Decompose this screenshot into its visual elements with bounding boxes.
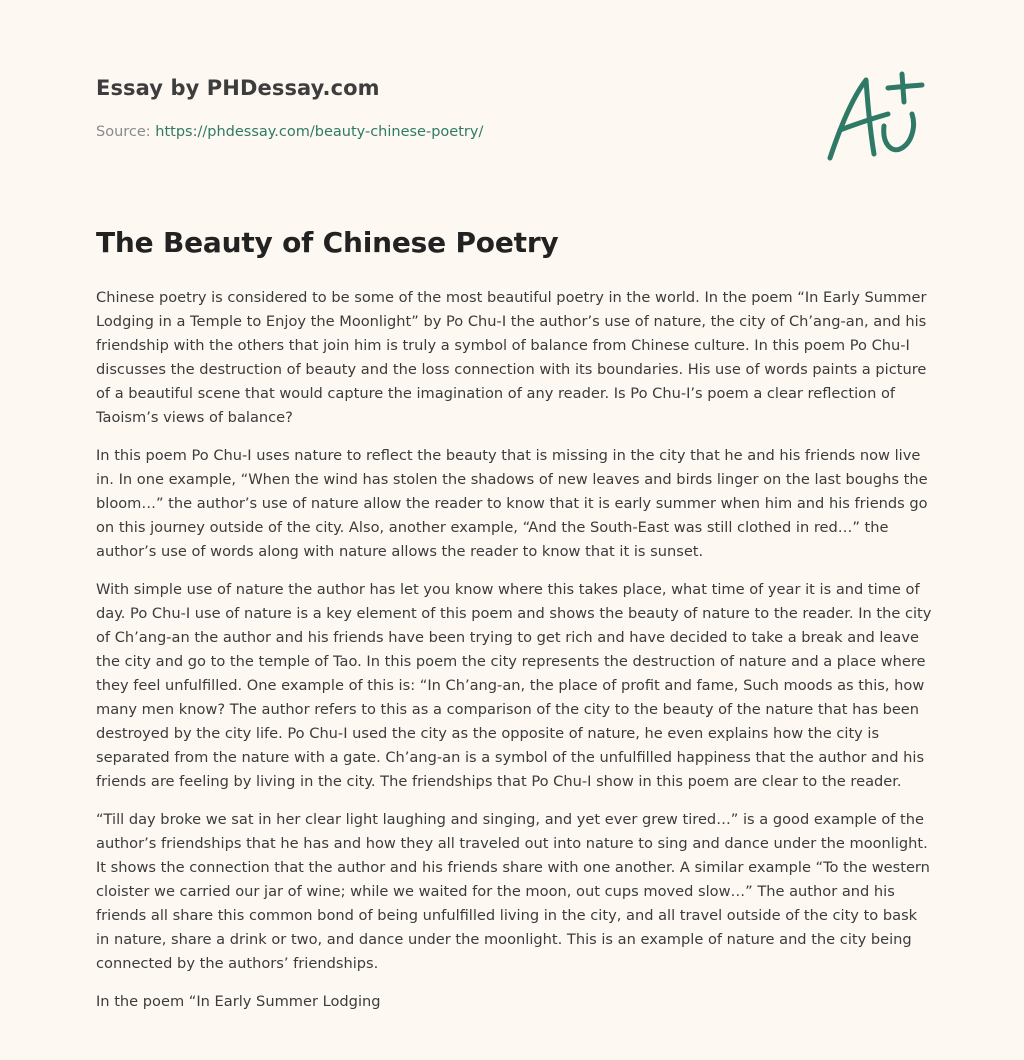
essay-body xyxy=(96,286,932,1028)
essay-paragraph: With simple use of nature the author has let you know where this takes place, what time of year it is and time of day. Po Chu-I use of nature is a key element of this poem and shows the beauty of nature to the reader. In the city of Ch’ang-an the author and his friends have been trying to get rich and have decided to take a break and leave the city and go to the temple of Tao. In this poem the city represents the destruction of nature and a place where they feel unfulfilled. One example of this is: “In Ch’ang-an, the place of profit and fame, Such moods as this, how many men know? The author refers to this as a comparison of the city to the beauty of the nature that has been destroyed by the city life. Po Chu-I used the city as the opposite of nature, he even explains how the city is separated from the nature with a gate. Ch’ang-an is a symbol of the unfulfilled happiness that the author and his friends are feeling by living in the city. The friendships that Po Chu-I show in this poem are clear to the reader. xyxy=(96,581,932,790)
essay-paragraph: In the poem “In Early Summer Lodging xyxy=(96,993,381,1010)
source-line xyxy=(96,124,483,140)
essay-title: The Beauty of Chinese Poetry xyxy=(96,226,559,259)
essay-paragraph: In this poem Po Chu-I uses nature to reflect the beauty that is missing in the city that he and his friends now live in. In one example, “When the wind has stolen the shadows of new leaves and birds linger on the last boughs the bloom…” the author’s use of nature allow the reader to know that it is early summer when him and his friends go on this journey outside of the city. Also, another example, “And the South-East was still clothed in red…” the author’s use of words along with nature allows the reader to know that it is sunset. xyxy=(96,447,928,560)
source-label: Source: xyxy=(96,124,151,140)
essay-paragraph: Chinese poetry is considered to be some of the most beautiful poetry in the world. In the poem “In Early Summer Lodging in a Temple to Enjoy the Moonlight” by Po Chu-I the author’s use of nature, the city of Ch’ang-an, and his friendship with the others that join him is truly a symbol of balance from Chinese culture. In this poem Po Chu-I discusses the destruction of beauty and the loss connection with its boundaries. His use of words paints a picture of a beautiful scene that would capture the imagination of any reader. Is Po Chu-I’s poem a clear reflection of Taoism’s views of balance? xyxy=(96,289,927,426)
a-plus-grade-icon xyxy=(822,68,932,168)
essay-paragraph: “Till day broke we sat in her clear light laughing and singing, and yet ever grew tired…” is a good example of the author’s friendships that he has and how they all traveled out into nature to sing and dance under the moonlight. It shows the connection that the author and his friends share with one another. A similar example “To the western cloister we carried our jar of wine; while we waited for the moon, out cups moved slow…” The author and his friends all share this common bond of being unfulfilled living in the city, and all travel outside of the city to bask in nature, share a drink or two, and dance under the moonlight. This is an example of nature and the city being connected by the authors’ friendships. xyxy=(96,811,930,972)
source-link[interactable]: https://phdessay.com/beauty-chinese-poetry/ xyxy=(155,124,484,140)
site-brand: Essay by PHDessay.com xyxy=(96,76,380,100)
